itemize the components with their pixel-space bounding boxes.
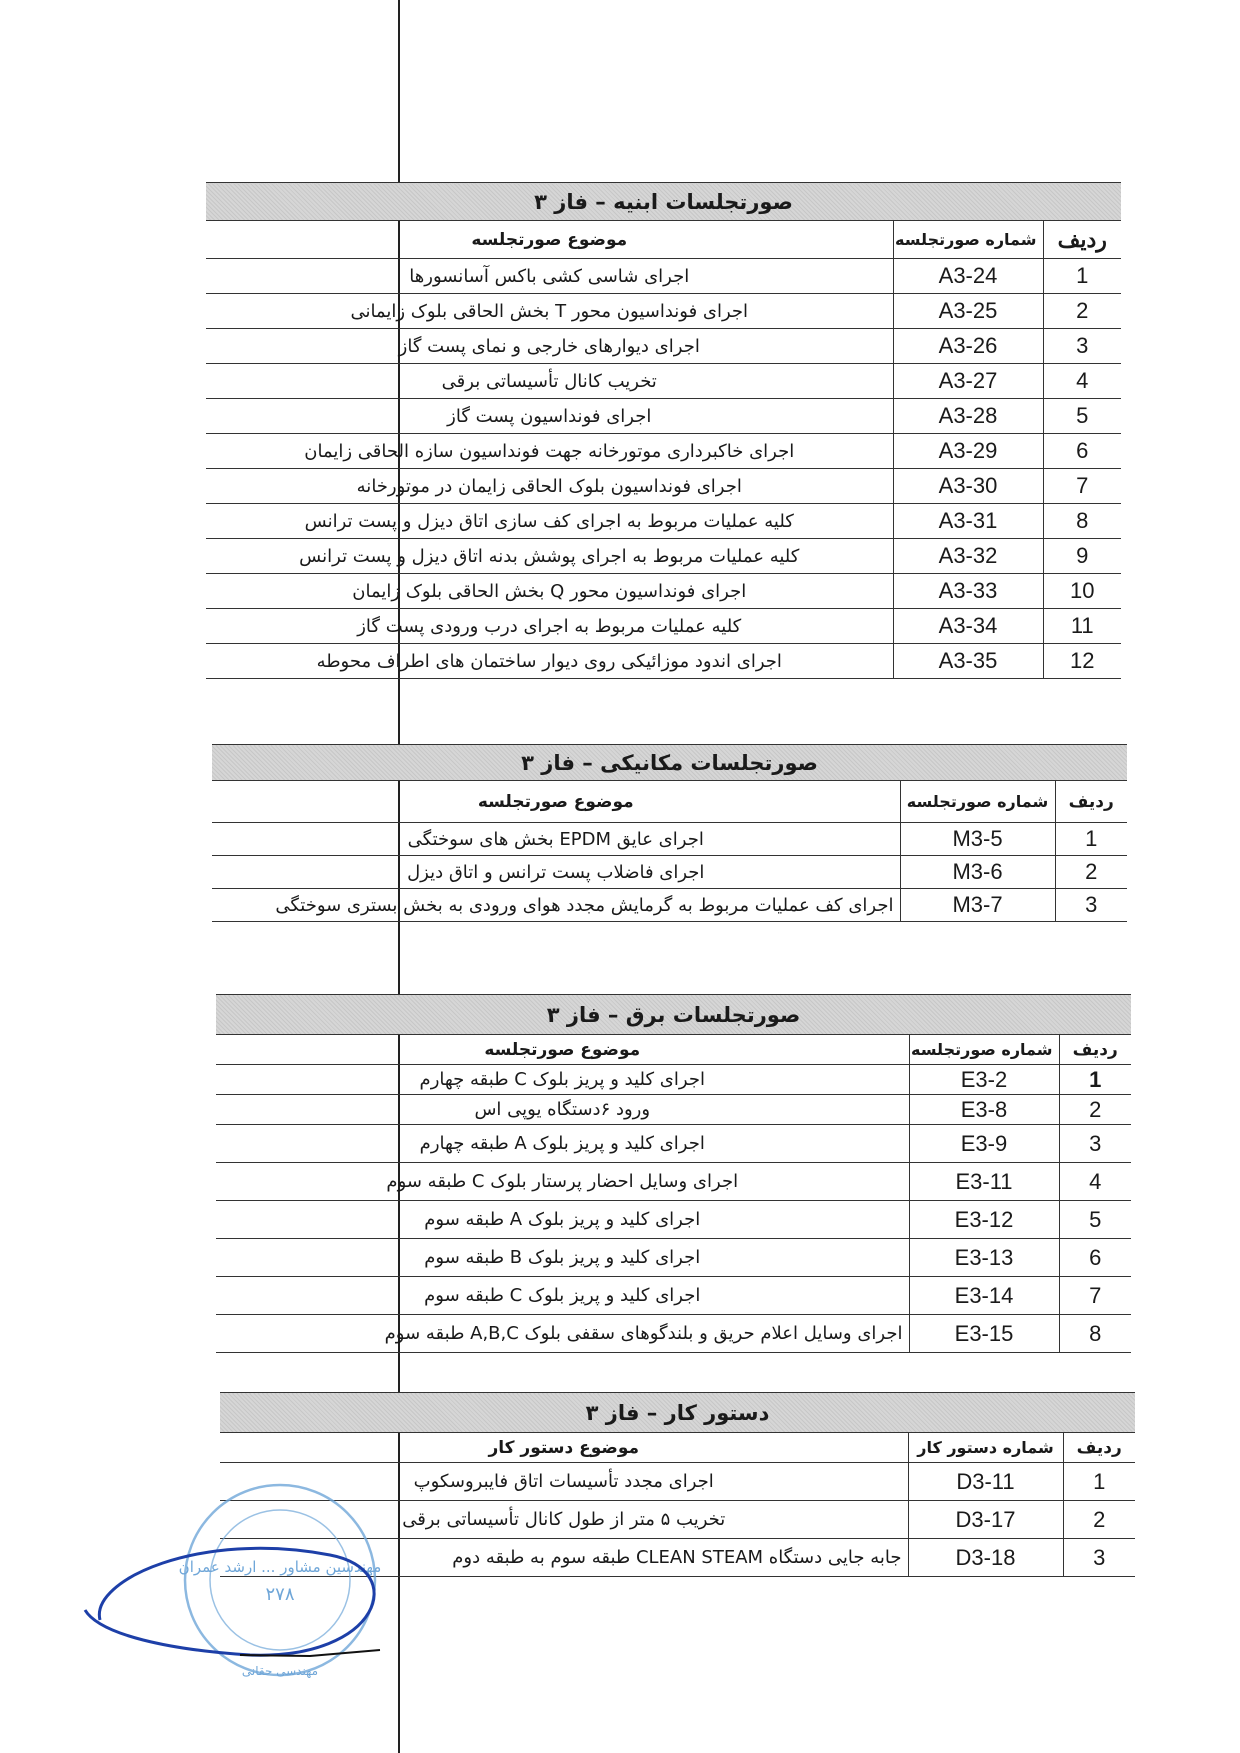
- table-row: [206, 399, 1121, 434]
- row-code: A3-33: [893, 574, 1043, 609]
- section-mechanical: [212, 744, 1127, 922]
- row-number: 5: [1043, 399, 1121, 434]
- work-orders-header-row: [220, 1433, 1135, 1463]
- row-number: 2: [1055, 856, 1127, 889]
- row-code: D3-11: [908, 1463, 1063, 1501]
- table-row: [216, 1315, 1131, 1353]
- civil-title-row: [206, 183, 1121, 221]
- table-row: [216, 1095, 1131, 1125]
- table-row: [206, 469, 1121, 504]
- mechanical-title: صورتجلسات مکانیکی – فاز ۳: [212, 745, 1127, 781]
- row-subject: اجرای دیوارهای خارجی و نمای پست گاز: [206, 329, 893, 364]
- work-orders-title-row: [220, 1393, 1135, 1433]
- table-row: [216, 1277, 1131, 1315]
- row-number: 10: [1043, 574, 1121, 609]
- civil-title: صورتجلسات ابنیه – فاز ۳: [206, 183, 1121, 221]
- header-subject: موضوع صورتجلسه: [216, 1035, 909, 1065]
- row-number: 11: [1043, 609, 1121, 644]
- work-orders-title: دستور کار – فاز ۳: [220, 1393, 1135, 1433]
- row-code: E3-11: [909, 1163, 1059, 1201]
- table-row: [212, 856, 1127, 889]
- mechanical-table: [212, 744, 1127, 922]
- table-row: [206, 434, 1121, 469]
- row-subject: اجرای وسایل احضار پرستار بلوک C طبقه سوم: [216, 1163, 909, 1201]
- row-code: E3-15: [909, 1315, 1059, 1353]
- table-row: [216, 1163, 1131, 1201]
- row-subject: اجرای اندود موزائیکی روی دیوار ساختمان های اطراف محوطه: [206, 644, 893, 679]
- header-code: شماره صورتجلسه: [909, 1035, 1059, 1065]
- row-code: A3-32: [893, 539, 1043, 574]
- table-row: [216, 1125, 1131, 1163]
- table-row: [206, 364, 1121, 399]
- electrical-title-row: [216, 995, 1131, 1035]
- row-number: 2: [1063, 1501, 1135, 1539]
- row-code: A3-27: [893, 364, 1043, 399]
- row-number: 7: [1043, 469, 1121, 504]
- row-code: A3-25: [893, 294, 1043, 329]
- row-number: 3: [1059, 1125, 1131, 1163]
- row-number: 3: [1055, 889, 1127, 922]
- table-row: [206, 644, 1121, 679]
- row-code: E3-2: [909, 1065, 1059, 1095]
- row-number: 8: [1059, 1315, 1131, 1353]
- row-code: M3-5: [900, 823, 1055, 856]
- row-code: A3-35: [893, 644, 1043, 679]
- row-subject: اجرای کلید و پریز بلوک C طبقه سوم: [216, 1277, 909, 1315]
- row-number: 8: [1043, 504, 1121, 539]
- row-subject: کلیه عملیات مربوط به اجرای پوشش بدنه اتاق دیزل و پست ترانس: [206, 539, 893, 574]
- row-number: 4: [1043, 364, 1121, 399]
- row-number: 7: [1059, 1277, 1131, 1315]
- header-subject: موضوع صورتجلسه: [212, 781, 900, 823]
- electrical-table: [216, 994, 1131, 1353]
- table-row: [206, 294, 1121, 329]
- row-number: 1: [1063, 1463, 1135, 1501]
- row-subject: اجرای فاضلاب پست ترانس و اتاق دیزل: [212, 856, 900, 889]
- row-subject: اجرای وسایل اعلام حریق و بلندگوهای سقفی بلوک A,B,C طبقه سوم: [216, 1315, 909, 1353]
- row-code: A3-34: [893, 609, 1043, 644]
- row-code: E3-8: [909, 1095, 1059, 1125]
- table-row: [206, 609, 1121, 644]
- row-code: D3-17: [908, 1501, 1063, 1539]
- mechanical-header-row: [212, 781, 1127, 823]
- header-row-no: ردیف: [1059, 1035, 1131, 1065]
- header-row-no: ردیف: [1055, 781, 1127, 823]
- stamp-text: مهندسین مشاور ... ارشد عمران: [178, 1558, 382, 1576]
- section-electrical: [216, 994, 1131, 1353]
- row-number: 6: [1059, 1239, 1131, 1277]
- header-row-no: ردیف: [1063, 1433, 1135, 1463]
- row-code: A3-26: [893, 329, 1043, 364]
- section-civil: [206, 182, 1121, 679]
- row-number: 4: [1059, 1163, 1131, 1201]
- stamp-seal: [80, 1470, 410, 1740]
- row-subject: اجرای فونداسیون بلوک الحاقی زایمان در موتورخانه: [206, 469, 893, 504]
- row-subject: اجرای کلید و پریز بلوک A طبقه سوم: [216, 1201, 909, 1239]
- row-subject: اجرای کلید و پریز بلوک B طبقه سوم: [216, 1239, 909, 1277]
- row-code: A3-31: [893, 504, 1043, 539]
- row-number: 12: [1043, 644, 1121, 679]
- row-code: E3-12: [909, 1201, 1059, 1239]
- table-row: [216, 1239, 1131, 1277]
- row-subject: کلیه عملیات مربوط به اجرای کف سازی اتاق دیزل و پست ترانس: [206, 504, 893, 539]
- row-number: 2: [1059, 1095, 1131, 1125]
- row-subject: اجرای کلید و پریز بلوک C طبقه چهارم: [216, 1065, 909, 1095]
- table-row: [206, 574, 1121, 609]
- row-subject: اجرای فونداسیون پست گاز: [206, 399, 893, 434]
- row-subject: اجرای مجدد تأسیسات اتاق فایبروسکوپ: [220, 1463, 908, 1501]
- table-row: [206, 329, 1121, 364]
- row-number: 3: [1063, 1539, 1135, 1577]
- stamp-number: ۲۷۸: [265, 1584, 295, 1605]
- row-number: 9: [1043, 539, 1121, 574]
- table-row: [216, 1201, 1131, 1239]
- row-number: 6: [1043, 434, 1121, 469]
- row-subject: اجرای کلید و پریز بلوک A طبقه چهارم: [216, 1125, 909, 1163]
- mechanical-title-row: [212, 745, 1127, 781]
- row-code: A3-29: [893, 434, 1043, 469]
- header-code: شماره دستور کار: [908, 1433, 1063, 1463]
- row-subject: اجرای فونداسیون محور T بخش الحاقی بلوک زایمانی: [206, 294, 893, 329]
- header-code: شماره صورتجلسه: [900, 781, 1055, 823]
- row-subject: کلیه عملیات مربوط به اجرای درب ورودی پست گاز: [206, 609, 893, 644]
- row-subject: تخریب کانال تأسیساتی برقی: [206, 364, 893, 399]
- row-code: A3-28: [893, 399, 1043, 434]
- table-row: [206, 504, 1121, 539]
- row-number: 1: [1043, 259, 1121, 294]
- stamp-label: مهندسی حقانی: [241, 1664, 319, 1678]
- row-subject: جابه جایی دستگاه CLEAN STEAM طبقه سوم به طبقه دوم: [220, 1539, 908, 1577]
- header-subject: موضوع صورتجلسه: [206, 221, 893, 259]
- row-subject: اجرای عایق EPDM بخش های سوختگی: [212, 823, 900, 856]
- row-number: 3: [1043, 329, 1121, 364]
- civil-table: [206, 182, 1121, 679]
- table-row: [206, 539, 1121, 574]
- electrical-title: صورتجلسات برق – فاز ۳: [216, 995, 1131, 1035]
- row-number: 1: [1059, 1065, 1131, 1095]
- table-row: [206, 259, 1121, 294]
- row-number: 5: [1059, 1201, 1131, 1239]
- row-subject: اجرای کف عملیات مربوط به گرمایش مجدد هوای ورودی به بخش بستری سوختگی: [212, 889, 900, 922]
- row-number: 2: [1043, 294, 1121, 329]
- row-code: E3-14: [909, 1277, 1059, 1315]
- row-subject: تخریب ۵ متر از طول کانال تأسیساتی برقی: [220, 1501, 908, 1539]
- row-code: E3-9: [909, 1125, 1059, 1163]
- table-row: [212, 823, 1127, 856]
- row-subject: اجرای فونداسیون محور Q بخش الحاقی بلوک زایمان: [206, 574, 893, 609]
- row-code: E3-13: [909, 1239, 1059, 1277]
- row-subject: اجرای شاسی کشی باکس آسانسورها: [206, 259, 893, 294]
- header-subject: موضوع دستور کار: [220, 1433, 908, 1463]
- stamp-area: [80, 1470, 410, 1744]
- table-row: [212, 889, 1127, 922]
- row-number: 1: [1055, 823, 1127, 856]
- row-code: D3-18: [908, 1539, 1063, 1577]
- row-subject: ورود ۶دستگاه یوپی اس: [216, 1095, 909, 1125]
- header-row-no: ردیف: [1043, 221, 1121, 259]
- row-code: A3-30: [893, 469, 1043, 504]
- row-code: M3-6: [900, 856, 1055, 889]
- electrical-header-row: [216, 1035, 1131, 1065]
- row-subject: اجرای خاکبرداری موتورخانه جهت فونداسیون سازه الحاقی زایمان: [206, 434, 893, 469]
- header-code: شماره صورتجلسه: [893, 221, 1043, 259]
- row-code: A3-24: [893, 259, 1043, 294]
- table-row: [216, 1065, 1131, 1095]
- civil-header-row: [206, 221, 1121, 259]
- row-code: M3-7: [900, 889, 1055, 922]
